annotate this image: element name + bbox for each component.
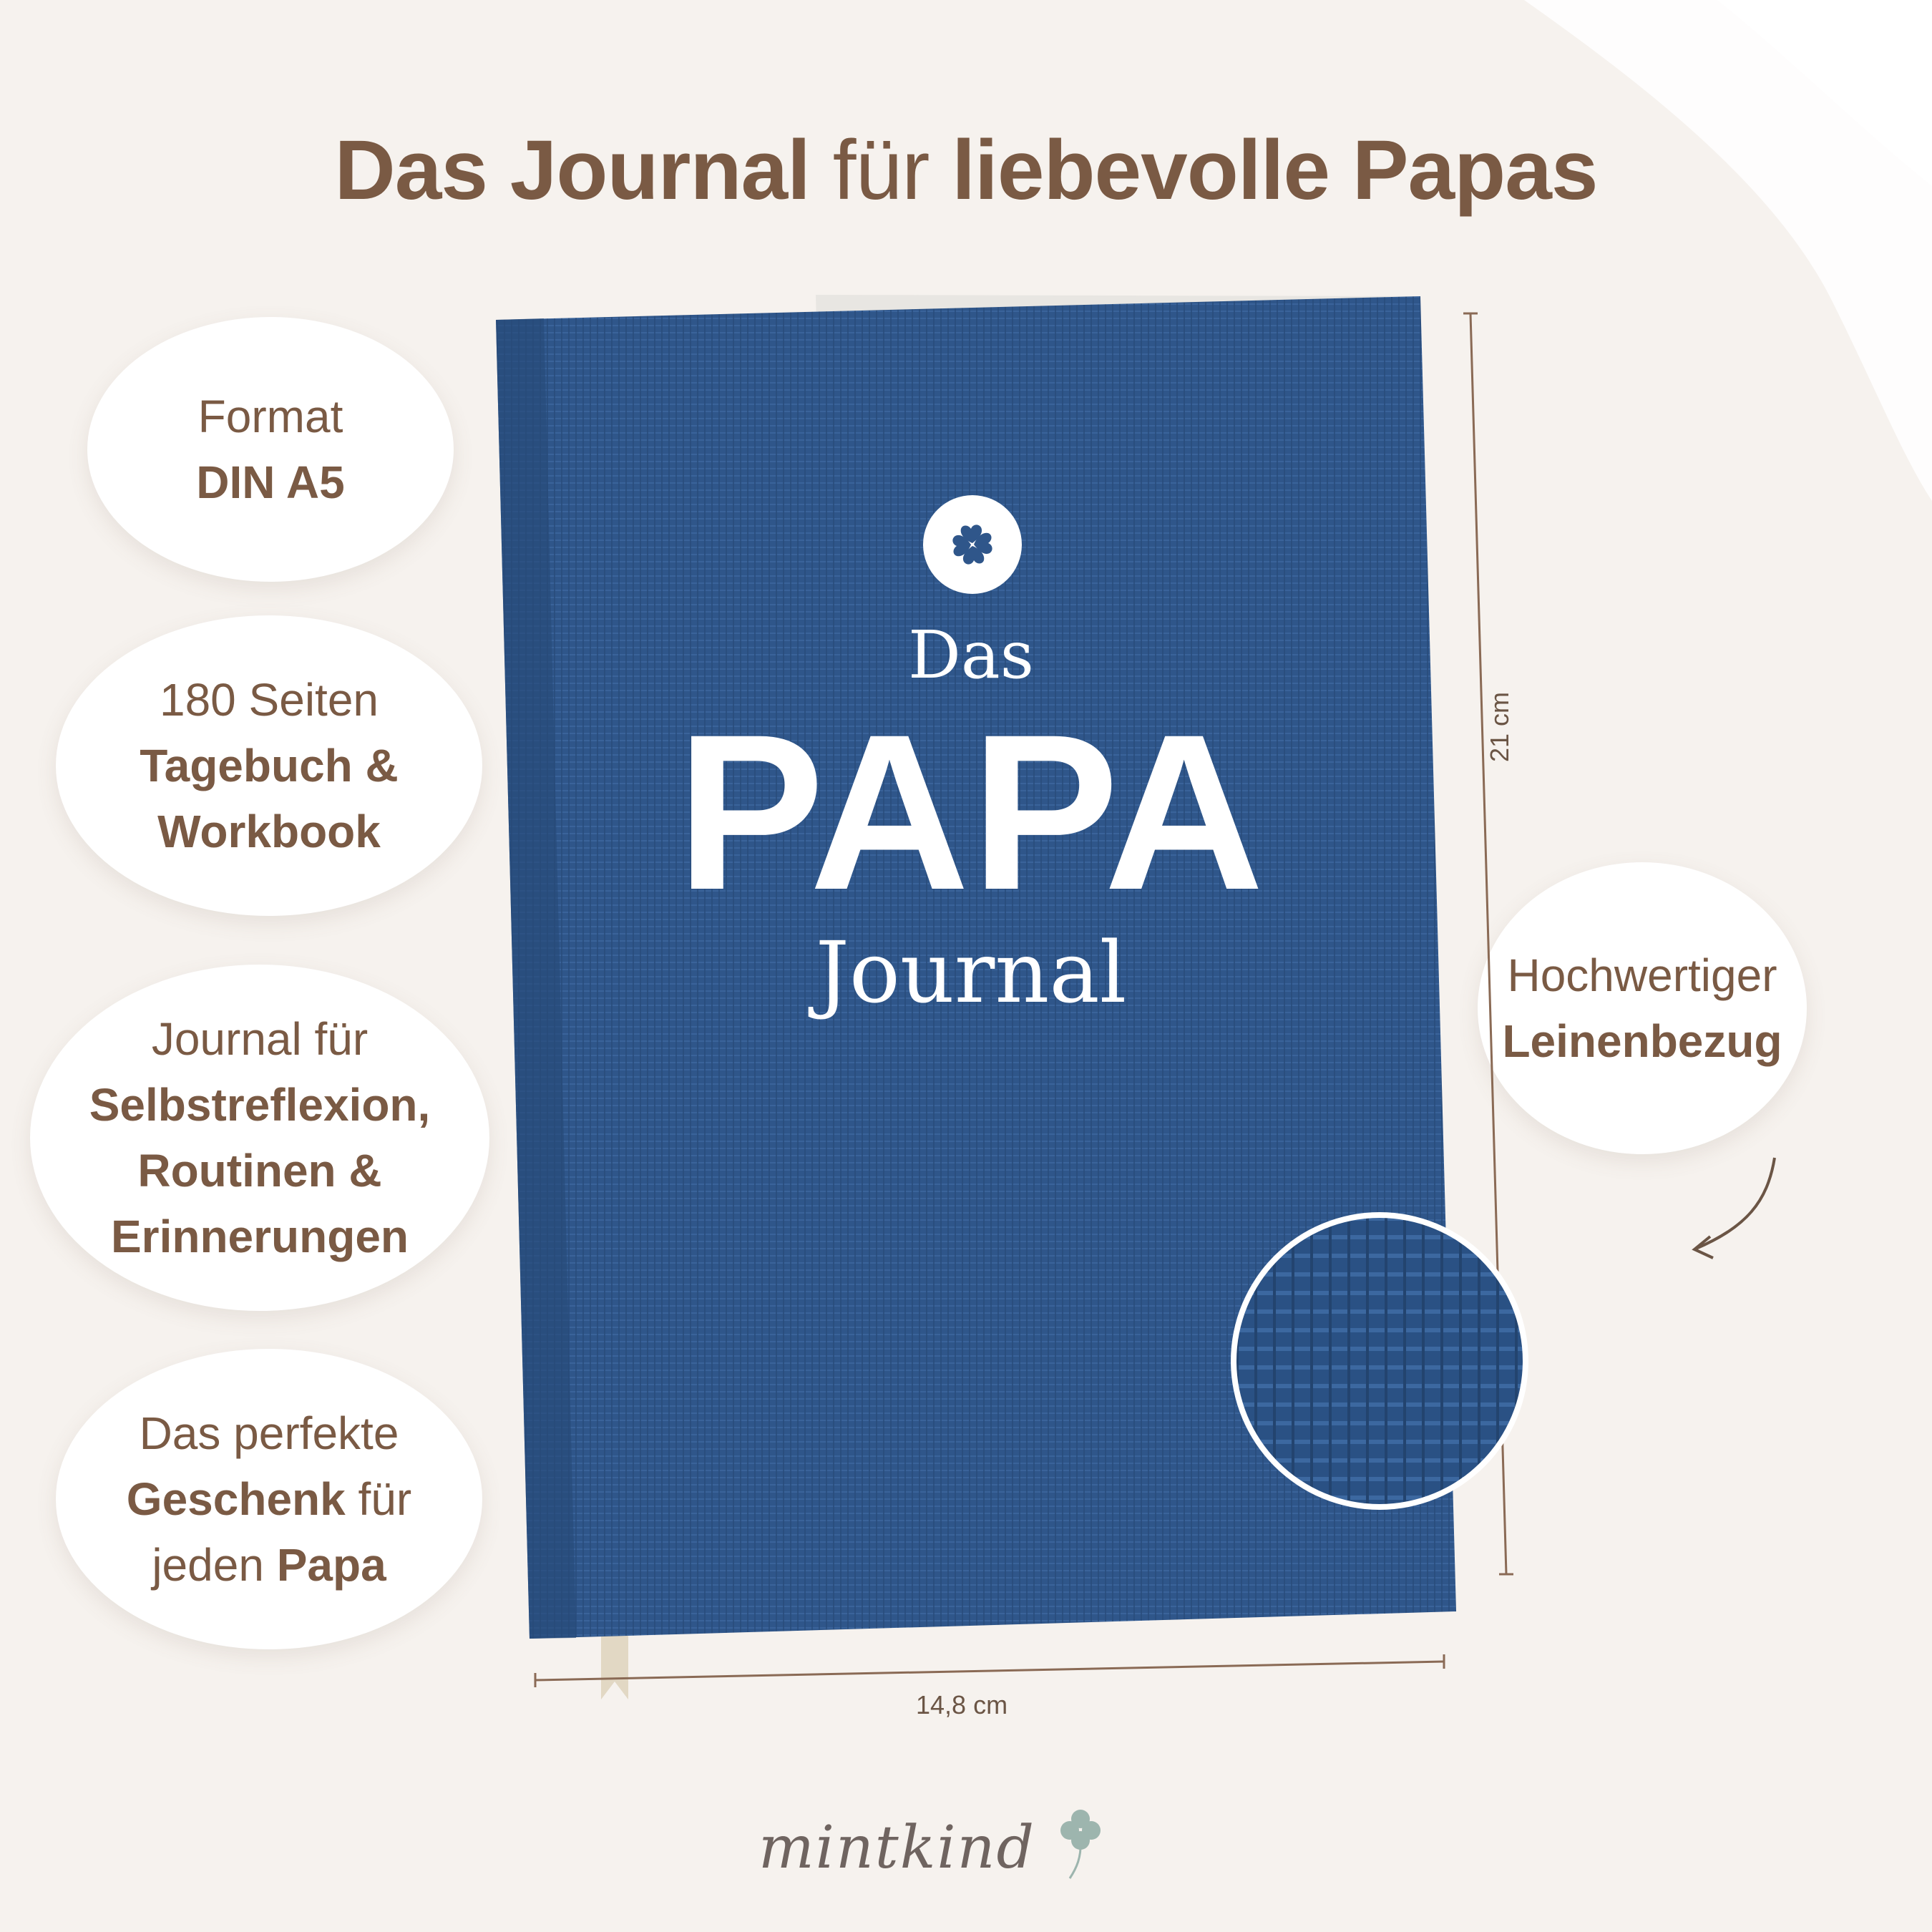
feature-pages-line3: Workbook xyxy=(157,806,381,857)
width-dimension-line xyxy=(535,1662,1444,1680)
arrow-icon xyxy=(1696,1158,1775,1249)
feature-pages-line2: Tagebuch & xyxy=(140,740,399,791)
clover-icon xyxy=(923,495,1022,594)
feature-format-value: DIN A5 xyxy=(196,457,345,508)
feature-purpose-line4: Erinnerungen xyxy=(110,1211,409,1262)
feature-pages-label: 180 Seiten xyxy=(159,674,379,726)
brand-logo xyxy=(758,1803,1106,1882)
feature-gift-light2: jeden xyxy=(152,1539,264,1591)
feature-purpose-label: Journal für xyxy=(151,1013,369,1065)
cover-title-das: Das xyxy=(908,617,1034,693)
title-part-1: Das Journal xyxy=(334,123,810,218)
feature-gift-line1: Das perfekte xyxy=(139,1407,399,1459)
feature-gift-bold: Geschenk xyxy=(126,1473,346,1525)
cover-title-papa: PAPA xyxy=(676,688,1266,936)
feature-gift-bold2: Papa xyxy=(276,1539,386,1591)
title-part-3: liebevolle Papas xyxy=(952,123,1598,218)
clover-glyph-icon xyxy=(944,516,1001,573)
feature-format-label: Format xyxy=(197,391,343,442)
arrow-head-icon xyxy=(1694,1236,1713,1258)
title-part-2: für xyxy=(832,123,930,218)
height-label: 21 cm xyxy=(1485,691,1514,762)
feature-purpose-line2: Selbstreflexion, xyxy=(89,1079,431,1131)
width-label: 14,8 cm xyxy=(916,1690,1008,1719)
brand-clover-icon xyxy=(1055,1803,1106,1882)
feature-linen-label: Hochwertiger xyxy=(1507,950,1777,1001)
brand-logo-text: mintkind xyxy=(758,1814,1035,1882)
feature-purpose-line3: Routinen & xyxy=(137,1145,382,1196)
cover-title-journal: Journal xyxy=(815,923,1127,1022)
feature-gift-light: für xyxy=(358,1473,412,1525)
feature-linen-value: Leinenbezug xyxy=(1502,1015,1782,1067)
